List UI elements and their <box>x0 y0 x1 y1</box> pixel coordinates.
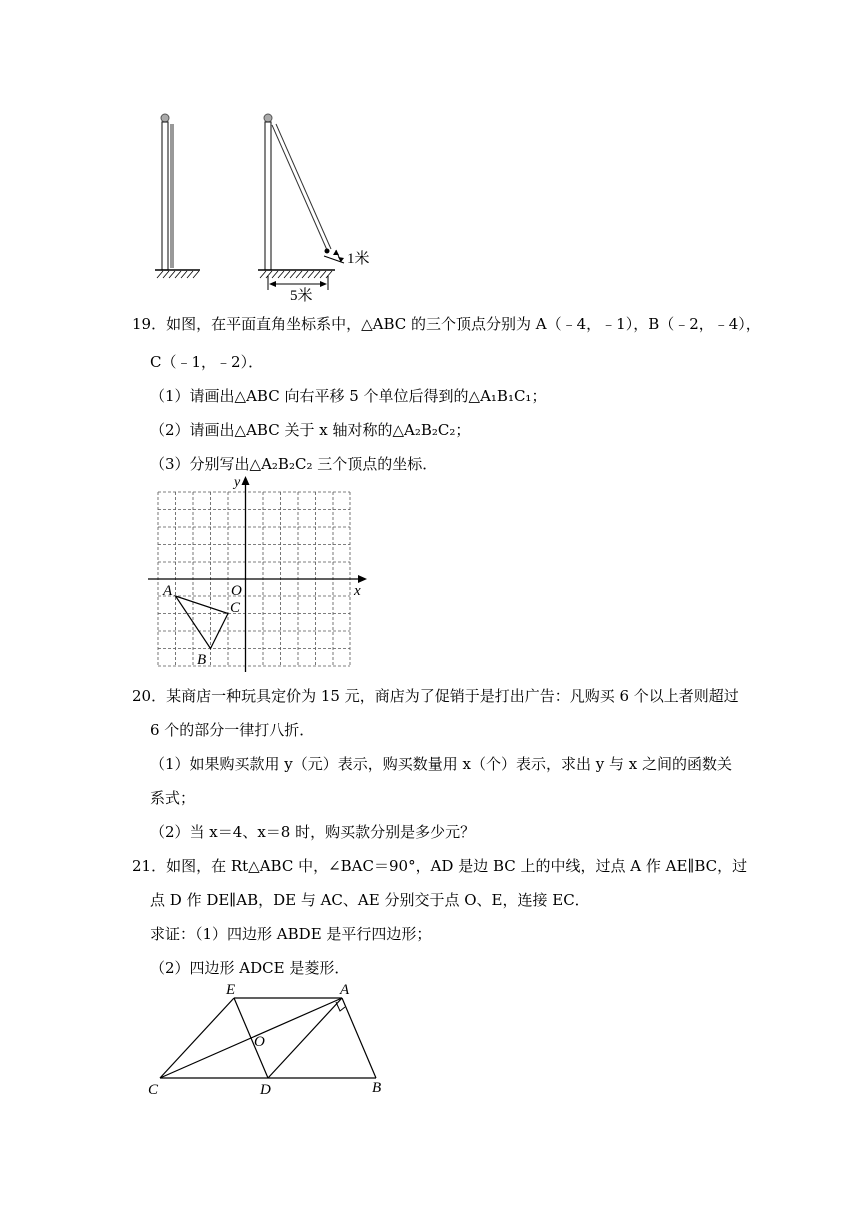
point-a-label: A <box>163 583 173 599</box>
q21-line2: 点 D 作 DE∥AB，DE 与 AC、AE 分别交于点 O、E，连接 EC． <box>150 891 590 909</box>
parallelogram-figure <box>0 980 860 1100</box>
segment-ab <box>342 998 376 1078</box>
q19-item1: （1）请画出△ABC 向右平移 5 个单位后得到的△A₁B₁C₁； <box>150 387 547 405</box>
point-e-label: E <box>226 982 236 998</box>
segment-ac <box>160 998 342 1078</box>
flagpole-figure <box>0 0 860 310</box>
q20-item1-line2: 系式； <box>150 789 196 807</box>
label-1m: 1米 <box>347 251 370 267</box>
q20-line2: 6 个的部分一律打八折． <box>150 721 315 739</box>
q20-item1-line1: （1）如果购买款用 y（元）表示，购买数量用 x（个）表示，求出 y 与 x 之间的函数关 <box>150 755 733 773</box>
triangle-abc <box>176 596 229 649</box>
q19-line1: 19．如图，在平面直角坐标系中，△ABC 的三个顶点分别为 A（﹣4，﹣1），B（﹣2，﹣4）， <box>132 315 761 333</box>
point-d-label: D <box>260 1082 271 1098</box>
flagpole-right <box>258 114 344 290</box>
point-b-label: B <box>197 652 207 668</box>
q20-line1: 20．某商店一种玩具定价为 15 元，商店为了促销于是打出广告：凡购买 6 个以上者则超过 <box>132 687 739 705</box>
point-b-label: B <box>372 1080 382 1096</box>
origin-label: O <box>231 583 242 599</box>
point-c-label: C <box>148 1082 159 1098</box>
segment-ec <box>160 998 234 1078</box>
q21-prove1: 求证：（1）四边形 ABDE 是平行四边形； <box>150 925 432 943</box>
q19-item2: （2）请画出△ABC 关于 x 轴对称的△A₂B₂C₂； <box>150 421 471 439</box>
label-5m: 5米 <box>290 288 313 304</box>
flagpole-left <box>155 114 200 278</box>
point-o-label: O <box>254 1034 265 1050</box>
coordinate-grid-figure <box>0 474 860 674</box>
point-c-label: C <box>230 600 241 616</box>
x-axis-label: x <box>354 583 361 599</box>
y-axis-label: y <box>234 475 241 490</box>
q21-prove2: （2）四边形 ADCE 是菱形． <box>150 959 350 977</box>
q20-item2: （2）当 x＝4、x＝8 时，购买款分别是多少元？ <box>150 823 476 841</box>
q19-item3: （3）分别写出△A₂B₂C₂ 三个顶点的坐标． <box>150 455 438 473</box>
segment-ad <box>268 998 342 1078</box>
q21-line1: 21．如图，在 Rt△ABC 中，∠BAC＝90°，AD 是边 BC 上的中线，过点 A 作 AE∥BC，过 <box>132 857 748 875</box>
point-a-label: A <box>340 982 350 998</box>
q19-line2: C（﹣1，﹣2）． <box>150 353 264 371</box>
